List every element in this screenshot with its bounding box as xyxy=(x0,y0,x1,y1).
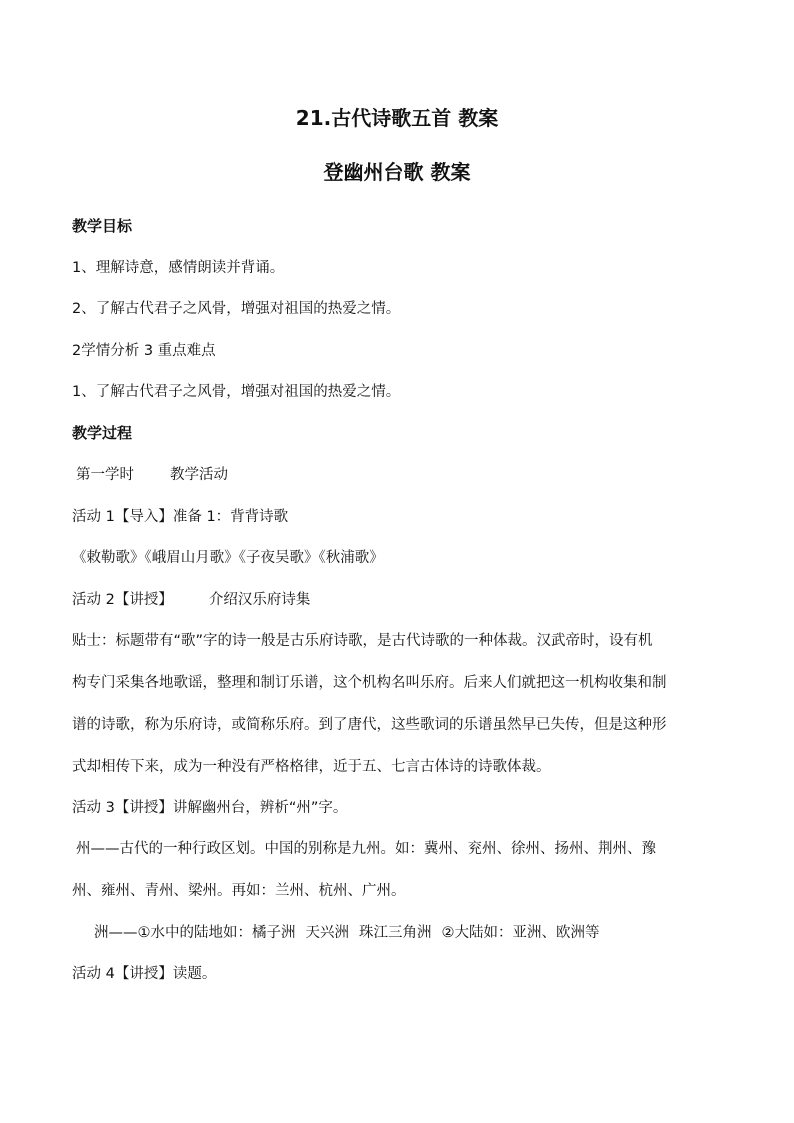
activity-2-content: 介绍汉乐府诗集 xyxy=(208,592,311,608)
activity-4: 活动 4【讲授】读题。 xyxy=(72,966,217,982)
zhou-line: 州——古代的一种行政区划。中国的别称是九州。如：冀州、兖州、徐州、扬州、荆州、豫 xyxy=(76,841,656,857)
activity-2-label: 活动 2【讲授】 xyxy=(72,592,173,608)
zhou-water-item: 珠江三角洲 xyxy=(359,925,432,941)
tip-paragraph xyxy=(72,620,724,788)
zhou-water-item: 天兴洲 xyxy=(305,925,349,941)
objective-item: 1、理解诗意，感情朗读并背诵。 xyxy=(72,260,285,276)
zhou-water-head: 洲——①水中的陆地如： xyxy=(94,925,252,941)
zhou-water-item: 橘子洲 xyxy=(252,925,296,941)
activity-1: 活动 1【导入】准备 1：背背诗歌 xyxy=(72,509,289,525)
poems-list: 《敕勒歌》《峨眉山月歌》《子夜吴歌》《秋浦歌》 xyxy=(72,550,384,566)
document-title: 21.古代诗歌五首 教案 xyxy=(295,106,499,130)
tip-line: 谱的诗歌，称为乐府诗，或简称乐府。到了唐代，这些歌词的乐谱虽然早已失传，但是这种形 xyxy=(72,717,667,733)
zhou-water-tail: ②大陆如：亚洲、欧洲等 xyxy=(441,925,600,941)
zhou-paragraph xyxy=(72,828,728,912)
objective-item: 2、了解古代君子之风骨，增强对祖国的热爱之情。 xyxy=(72,301,401,317)
analysis-heading: 2学情分析 3 重点难点 xyxy=(72,343,216,359)
zhou-line: 州、雍州、青州、梁州。再如：兰州、杭州、广州。 xyxy=(72,883,406,899)
tip-line: 贴士：标题带有“歌”字的诗一般是古乐府诗歌，是古代诗歌的一种体裁。汉武帝时，设有机 xyxy=(72,633,653,649)
lesson-period: 第一学时 xyxy=(76,467,134,483)
activity-3: 活动 3【讲授】讲解幽州台，辨析“州”字。 xyxy=(72,800,348,816)
lesson-subtitle: 登幽州台歌 教案 xyxy=(323,160,471,184)
tip-line: 构专门采集各地歌谣，整理和制订乐谱，这个机构名叫乐府。后来人们就把这一机构收集和制 xyxy=(72,675,667,691)
tip-line: 式却相传下来，成为一种没有严格格律，近于五、七言古体诗的诗歌体裁。 xyxy=(72,759,551,775)
key-point-item: 1、了解古代君子之风骨，增强对祖国的热爱之情。 xyxy=(72,384,401,400)
lesson-activity-label: 教学活动 xyxy=(170,467,228,483)
objectives-heading: 教学目标 xyxy=(72,217,133,235)
zhou-water-line xyxy=(94,922,746,944)
lesson-period-line xyxy=(76,464,728,486)
process-heading: 教学过程 xyxy=(72,424,133,442)
activity-2 xyxy=(72,589,724,611)
